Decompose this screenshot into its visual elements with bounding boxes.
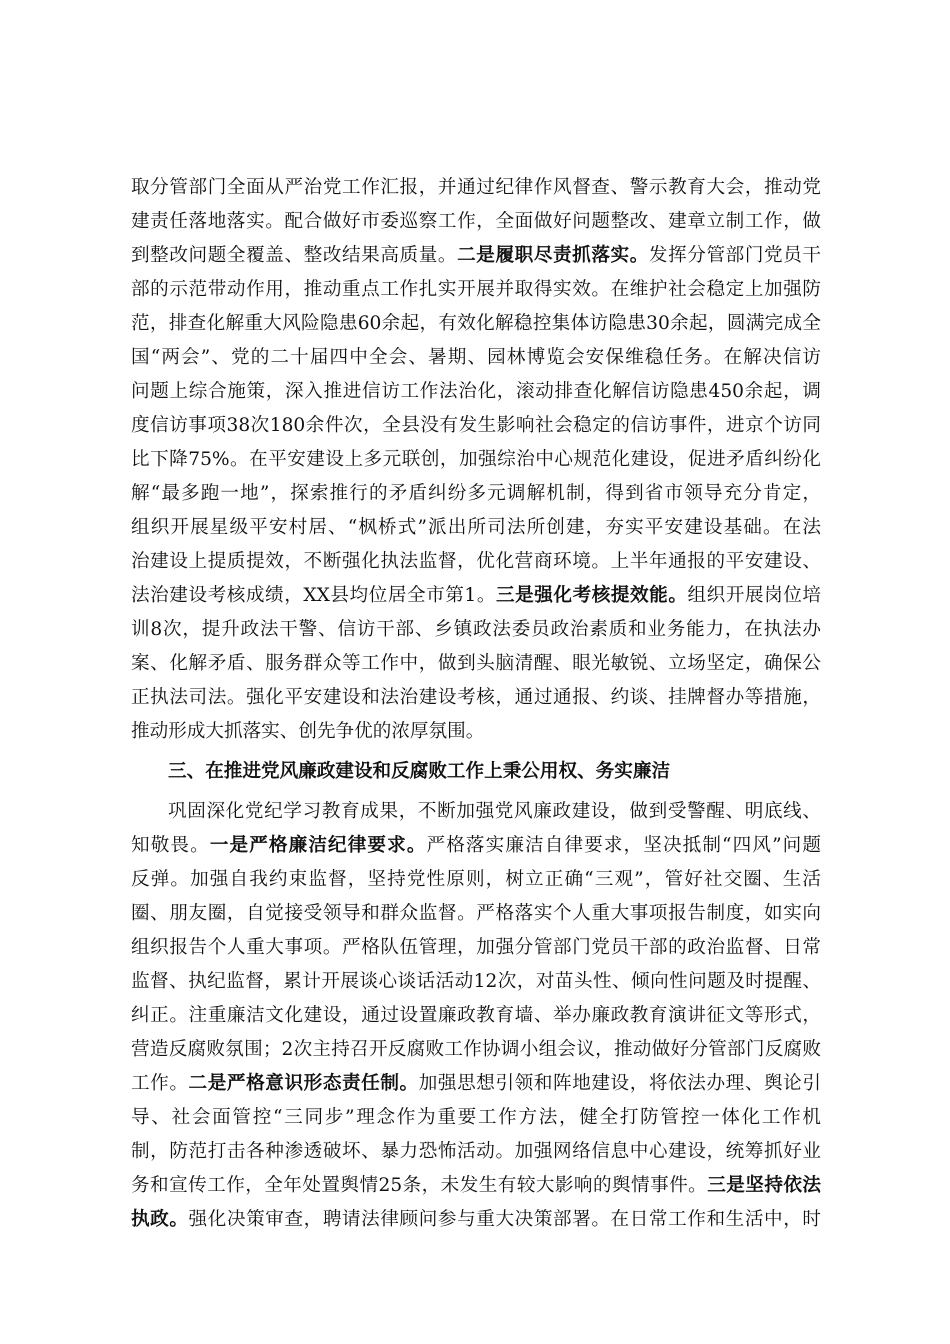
text-line: 组织报告个人重大事项。严格队伍管理，加强分管部门党员干部的政治监督、日常 <box>131 937 821 958</box>
text-line: 解“最多跑一地”，探索推行的矛盾纠纷多元调解机制，得到省市领导充分肯定， <box>131 483 821 504</box>
text-line: 监督、执纪监督，累计开展谈心谈话活动12次，对苗头性、倾向性问题及时提醒、 <box>131 971 821 992</box>
text-line: 正执法司法。强化平安建设和法治建设考核，通过通报、约谈、挂牌督办等措施， <box>131 687 821 708</box>
text-line <box>131 1208 821 1234</box>
bold-subheading: 一是严格廉洁纪律要求。 <box>209 835 427 856</box>
text-line <box>131 834 821 860</box>
text-line: 组织开展星级平安村居、“枫桥式”派出所司法所创建，夯实平安建设基础。在法 <box>131 517 821 538</box>
text-run: 强化决策审查，聘请法律顾问参与重大决策部署。在日常工作和生活中，时 <box>188 1209 821 1230</box>
text-line <box>131 1174 821 1200</box>
bold-subheading: 三是坚持依法 <box>707 1175 821 1196</box>
text-line: 推动形成大抓落实、创先争优的浓厚氛围。 <box>131 721 485 742</box>
bold-subheading: 三是强化考核提效能。 <box>495 585 688 606</box>
text-line: 范，排查化解重大风险隐患60余起，有效化解稳控集体访隐患30余起，圆满完成全 <box>131 313 821 334</box>
bold-subheading: 执政。 <box>131 1209 189 1230</box>
text-line: 建责任落地落实。配合做好市委巡察工作，全面做好问题整改、建章立制工作，做 <box>131 211 821 232</box>
text-run: 严格落实廉洁自律要求，坚决抵制“四风”问题 <box>426 835 821 856</box>
text-line: 反弹。加强自我约束监督，坚持党性原则，树立正确“三观”，管好社交圈、生活 <box>131 869 821 890</box>
text-line: 取分管部门全面从严治党工作汇报，并通过纪律作风督查、警示教育大会，推动党 <box>131 177 821 198</box>
section-heading: 三、在推进党风廉政建设和反腐败工作上秉公用权、务实廉洁 <box>168 761 671 782</box>
text-run: 法治建设考核成绩，XX县均位居全市第1。 <box>131 585 496 606</box>
text-line: 部的示范带动作用，推动重点工作扎实开展并取得实效。在维护社会稳定上加强防 <box>131 279 821 300</box>
text-line: 圈、朋友圈，自觉接受领导和群众监督。严格落实个人重大事项报告制度，如实向 <box>131 903 821 924</box>
text-line: 治建设上提质提效，不断强化执法监督，优化营商环境。上半年通报的平安建设、 <box>131 551 821 572</box>
text-line: 比下降75%。在平安建设上多元联创，加强综治中心规范化建设，促进矛盾纠纷化 <box>131 449 821 470</box>
text-run: 务和宣传工作，全年处置舆情25条，未发生有较大影响的舆情事件。 <box>131 1175 708 1196</box>
text-line: 纠正。注重廉洁文化建设，通过设置廉政教育墙、举办廉政教育演讲征文等形式， <box>131 1005 821 1026</box>
text-line: 国“两会”、党的二十届四中全会、暑期、园林博览会安保维稳任务。在解决信访 <box>131 347 821 368</box>
text-run: 到整改问题全覆盖、整改结果高质量。 <box>131 245 458 266</box>
text-run: 发挥分管部门党员干 <box>648 245 821 266</box>
text-run: 组织开展岗位培 <box>687 585 821 606</box>
text-line: 巩固深化党纪学习教育成果，不断加强党风廉政建设，做到受警醒、明底线、 <box>168 801 821 822</box>
text-line <box>131 1072 821 1098</box>
text-run: 工作。 <box>131 1073 189 1094</box>
text-line: 营造反腐败氛围；2次主持召开反腐败工作协调小组会议，推动做好分管部门反腐败 <box>131 1039 821 1060</box>
text-run: 知敬畏。 <box>131 835 210 856</box>
text-line <box>131 244 821 270</box>
bold-subheading: 二是履职尽责抓落实。 <box>457 245 649 266</box>
text-line: 问题上综合施策，深入推进信访工作法治化，滚动排查化解信访隐患450余起，调 <box>131 381 821 402</box>
text-line: 度信访事项38次180余件次，全县没有发生影响社会稳定的信访事件，进京个访同 <box>131 415 821 436</box>
text-line: 训8次，提升政法干警、信访干部、乡镇政法委员政治素质和业务能力，在执法办 <box>131 619 821 640</box>
bold-subheading: 二是严格意识形态责任制。 <box>188 1073 419 1094</box>
text-line: 导、社会面管控“三同步”理念作为重要工作方法，健全打防管控一体化工作机 <box>131 1107 821 1128</box>
text-run: 加强思想引领和阵地建设，将依法办理、舆论引 <box>418 1073 821 1094</box>
text-line: 案、化解矛盾、服务群众等工作中，做到头脑清醒、眼光敏锐、立场坚定，确保公 <box>131 653 821 674</box>
text-line <box>131 584 821 610</box>
text-line: 制，防范打击各种渗透破坏、暴力恐怖活动。加强网络信息中心建设，统筹抓好业 <box>131 1141 821 1162</box>
